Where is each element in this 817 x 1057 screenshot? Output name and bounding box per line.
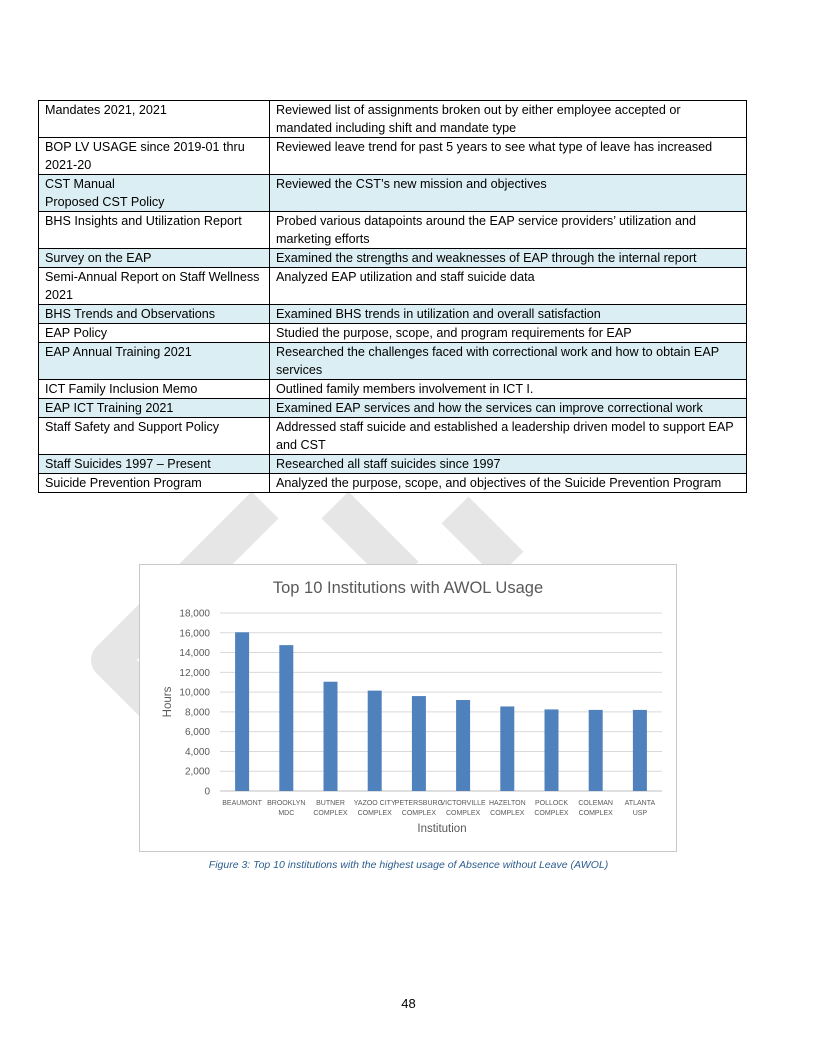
description-cell: Examined BHS trends in utilization and overall satisfaction	[270, 305, 747, 324]
description-cell: Examined the strengths and weaknesses of EAP through the internal report	[270, 249, 747, 268]
source-cell: ICT Family Inclusion Memo	[39, 380, 270, 399]
source-cell: BHS Insights and Utilization Report	[39, 212, 270, 249]
bar	[412, 696, 426, 791]
description-cell: Studied the purpose, scope, and program requirements for EAP	[270, 324, 747, 343]
table-row	[39, 343, 747, 380]
table-row	[39, 324, 747, 343]
table-row	[39, 249, 747, 268]
figure-caption: Figure 3: Top 10 institutions with the highest usage of Absence without Leave (AWOL)	[208, 859, 609, 871]
table-row	[39, 175, 747, 212]
source-cell: Suicide Prevention Program	[39, 474, 270, 493]
x-tick-label: COMPLEX	[534, 810, 569, 817]
x-tick-label: MDC	[278, 810, 295, 817]
description-cell: Probed various datapoints around the EAP service providers’ utilization and marketing efforts	[270, 212, 747, 249]
source-cell: EAP ICT Training 2021	[39, 399, 270, 418]
bar	[456, 700, 470, 791]
table-row	[39, 268, 747, 305]
x-tick-label: BUTNER	[316, 800, 345, 807]
bar	[368, 691, 382, 791]
y-tick-label: 8,000	[184, 707, 210, 719]
source-cell: BHS Trends and Observations	[39, 305, 270, 324]
description-cell: Reviewed list of assignments broken out by either employee accepted or mandated including shift and mandate type	[270, 101, 747, 138]
source-cell: Survey on the EAP	[39, 249, 270, 268]
y-tick-label: 4,000	[184, 746, 210, 758]
y-tick-label: 14,000	[179, 648, 210, 660]
bar	[545, 709, 559, 791]
table-row	[39, 418, 747, 455]
x-tick-label: BEAUMONT	[222, 800, 262, 807]
bar	[279, 645, 293, 791]
bar	[589, 710, 603, 791]
x-tick-label: COMPLEX	[445, 810, 481, 817]
x-tick-label: COMPLEX	[357, 810, 392, 817]
y-tick-label: 0	[204, 786, 210, 798]
x-tick-label: COMPLEX	[313, 810, 348, 817]
bar	[235, 632, 249, 791]
description-cell: Reviewed leave trend for past 5 years to see what type of leave has increased	[270, 138, 747, 175]
x-tick-label: ATLANTA	[624, 800, 656, 807]
x-tick-label: POLLOCK	[534, 800, 569, 807]
table-row	[39, 305, 747, 324]
awol-chart	[139, 564, 677, 852]
x-tick-label: COMPLEX	[401, 810, 437, 817]
source-cell: EAP Policy	[39, 324, 270, 343]
y-tick-label: 12,000	[179, 667, 210, 679]
table-row	[39, 399, 747, 418]
sources-table	[38, 100, 747, 493]
description-cell: Analyzed the purpose, scope, and objectives of the Suicide Prevention Program	[270, 474, 747, 493]
table-row	[39, 474, 747, 493]
x-tick-label: VICTORVILLE	[440, 800, 486, 807]
chart-y-axis-label: Hours	[162, 686, 174, 718]
source-cell: EAP Annual Training 2021	[39, 343, 270, 380]
bar	[633, 710, 647, 791]
x-tick-label: USP	[632, 810, 648, 817]
x-tick-label: COLEMAN	[578, 800, 614, 807]
source-cell: Staff Safety and Support Policy	[39, 418, 270, 455]
description-cell: Addressed staff suicide and established a leadership driven model to support EAP and CST	[270, 418, 747, 455]
description-cell: Analyzed EAP utilization and staff suicide data	[270, 268, 747, 305]
description-cell: Researched the challenges faced with correctional work and how to obtain EAP services	[270, 343, 747, 380]
x-tick-label: PETERSBURG	[394, 800, 444, 807]
source-cell: CST Manual Proposed CST Policy	[39, 175, 270, 212]
description-cell: Researched all staff suicides since 1997	[270, 455, 747, 474]
description-cell: Outlined family members involvement in ICT I.	[270, 380, 747, 399]
table-row	[39, 455, 747, 474]
description-cell: Examined EAP services and how the services can improve correctional work	[270, 399, 747, 418]
chart-title: Top 10 Institutions with AWOL Usage	[272, 579, 544, 597]
y-tick-label: 10,000	[179, 687, 210, 699]
y-tick-label: 2,000	[184, 766, 210, 778]
source-cell: BOP LV USAGE since 2019-01 thru 2021-20	[39, 138, 270, 175]
source-cell: Mandates 2021, 2021	[39, 101, 270, 138]
bar	[324, 682, 338, 791]
description-cell: Reviewed the CST’s new mission and objectives	[270, 175, 747, 212]
x-tick-label: BROOKLYN	[267, 800, 306, 807]
chart-x-axis-label: Institution	[417, 823, 467, 835]
x-tick-label: COMPLEX	[490, 810, 525, 817]
awol-bar-chart	[140, 565, 676, 851]
source-cell: Semi-Annual Report on Staff Wellness 2021	[39, 268, 270, 305]
page-number: 48	[401, 996, 416, 1011]
x-tick-label: YAZOO CITY	[353, 800, 396, 807]
y-tick-label: 6,000	[184, 727, 210, 739]
y-tick-label: 16,000	[179, 628, 210, 640]
x-tick-label: HAZELTON	[488, 800, 526, 807]
table-row	[39, 380, 747, 399]
table-row	[39, 212, 747, 249]
bar	[500, 706, 514, 791]
x-tick-label: COMPLEX	[578, 810, 613, 817]
source-cell: Staff Suicides 1997 – Present	[39, 455, 270, 474]
table-row	[39, 138, 747, 175]
y-tick-label: 18,000	[179, 608, 210, 620]
table-row	[39, 101, 747, 138]
